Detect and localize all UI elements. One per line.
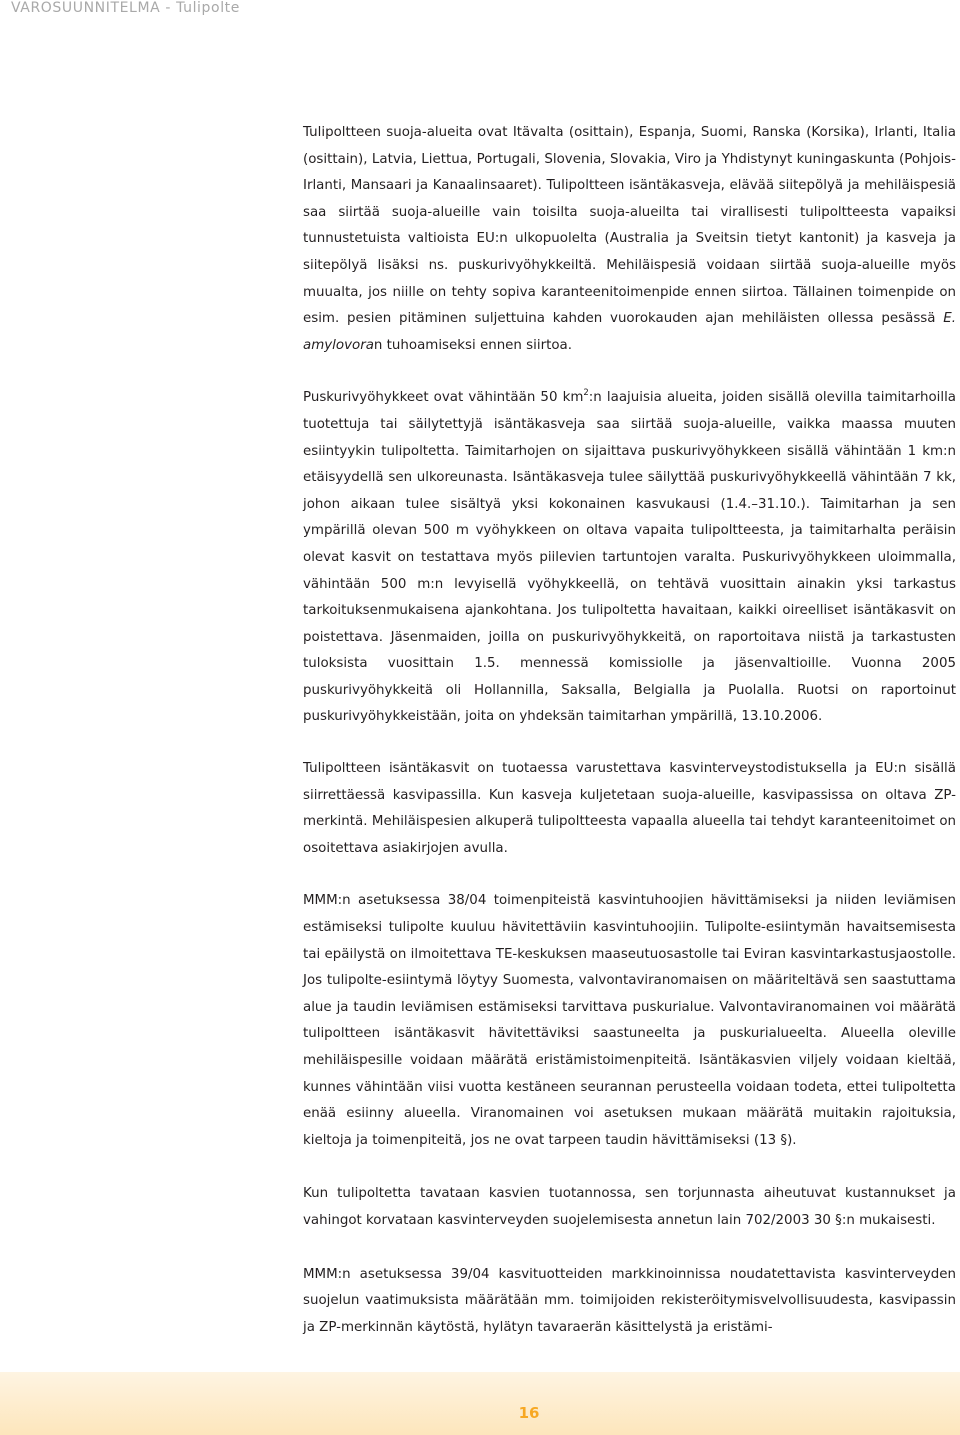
superscript-2: 2: [583, 388, 589, 399]
paragraph-text: n tuhoamiseksi ennen siirtoa.: [373, 337, 572, 353]
running-header: VAROSUUNNITELMA - Tulipolte: [11, 0, 240, 16]
paragraph-plant-passport: Tulipoltteen isäntäkasvit on tuotaessa varustettava kasvinterveystodistuksella ja EU:n sisällä siirrettäessä kasvipassilla. Kun kasveja kuljetetaan suoja-alueille, kasvipassissa on oltava ZP-merkintä. Mehiläispesien alkuperä tulipoltteesta vapaalla alueella tai tehdyt karanteenitoimet on osoitettava asiakirjojen avulla.: [303, 761, 956, 856]
paragraph-text: Tulipoltteen suoja-alueita ovat Itävalta (osittain), Espanja, Suomi, Ranska (Korsika), Irlanti, Italia (osittain), Latvia, Liettua, Portugali, Slovenia, Slovakia, Viro ja Yhdistynyt kuningaskunta (Pohjois-Irlanti, Mansaari ja Kanaalinsaaret). Tulipoltteen isäntäkasveja, elävää siitepölyä ja mehiläispesiä saa siirtää suoja-alueille vain toisilta suoja-alueilta tai virallisesti tulipoltteesta vapaiksi tunnustetuista valtioista EU:n ulkopuolelta (Australia ja Sveitsin tietyt kantonit) ja kasveja ja siitepölyä lisäksi ns. puskurivyöhykkeiltä. Mehiläispesiä voidaan siirtää suoja-alueille myös muualta, jos niille on tehty sopiva karanteenitoimenpide ennen siirtoa. Tällainen toimenpide on esim. pesien pitäminen suljettuina kahden vuorokauden ajan mehiläisten ollessa pesässä: [303, 125, 956, 327]
paragraph-text: Puskurivyöhykkeet ovat vähintään 50 km: [303, 390, 584, 406]
body-text-column: [303, 120, 956, 1341]
paragraph-text: :n laajuisia alueita, joiden sisällä olevilla taimitarhoilla tuotettuja tai säilytettyjä isäntäkasveja saa siirtää suoja-alueille, vaikka maassa muuten esiintyykin tulipoltetta. Taimitarhojen on sijaittava puskurivyöhykkeen sisällä vähintään 1 km:n etäisyydellä sen ulkoreunasta. Isäntäkasveja tulee säilyttää puskurivyöhykkeellä vähintään 7 kk, johon aikaan tulee sisältyä yksi kokonainen kasvukausi (1.4.–31.10.). Taimitarhan ja sen ympärillä olevan 500 m vyöhykkeen on oltava vapaita tulipoltteesta, ja taimitarhalta peräisin olevat kasvit on testattava myös piilevien tartuntojen varalta. Puskurivyöhykkeen uloimmalla, vähintään 500 m:n levyisellä vyöhykkeellä, on tehtävä vuosittain ainakin yksi tarkastus tarkoituksenmukaisena ajankohtana. Jos tulipoltetta havaitaan, kaikki oireelliset isäntäkasvit on poistettava. Jäsenmaiden, joilla on puskurivyöhykkeitä, on raportoitava niistä ja tarkastusten tuloksista vuosittain 1.5. mennessä komissiolle ja jäsenvaltioille. Vuonna 2005 puskurivyöhykkeitä oli Hollannilla, Saksalla, Belgialla ja Puolalla. Ruotsi on raportoinut puskurivyöhykkeistään, joita on yhdeksän taimitarhan ympärillä, 13.10.2006.: [303, 390, 957, 725]
paragraph-regulation-39-04: MMM:n asetuksessa 39/04 kasvituotteiden markkinoinnissa noudatettavista kasvinterveyden suojelun vaatimuksista määrätään mm. toimijoiden rekisteröitymisvelvollisuudesta, kasvipassin ja ZP-merkinnän käytöstä, hylätyn tavaraerän käsittelystä ja eristämi-: [303, 1266, 956, 1335]
species-name-italic: E. amylovora: [303, 311, 956, 353]
page-number: 16: [518, 1404, 540, 1422]
paragraph-regulation-38-04: MMM:n asetuksessa 38/04 toimenpiteistä kasvintuhoojien hävittämiseksi ja niiden leviämisen estämiseksi tulipolte kuuluu hävitettäviin kasvintuhoojiin. Tulipolte-esiintymän havaitsemisesta tai epäilystä on ilmoitettava TE-keskuksen maaseutuosastolle tai Eviran kasvintarkastusjaostolle. Jos tulipolte-esiintymä löytyy Suomesta, valvontaviranomaisen on määriteltävä sen saastuttama alue ja taudin leviämisen estämiseksi tarvittava puskurialue. Valvontaviranomainen voi määrätä tulipoltteen isäntäkasvit hävitettäviksi saastuneelta ja puskurialueelta. Alueella oleville mehiläispesille voidaan määrätä eristämistoimenpiteitä. Isäntäkasvien viljely voidaan kieltää, kunnes vähintään viisi vuotta kestäneen seurannan perusteella voidaan todeta, ettei tulipoltetta enää esiinny alueella. Viranomainen voi asetuksen mukaan määrätä muitakin rajoituksia, kieltoja ja toimenpiteitä, jos ne ovat tarpeen taudin hävittämiseksi (13 §).: [303, 893, 956, 1148]
paragraph-buffer-zones: [303, 385, 956, 731]
paragraph-compensation: Kun tulipoltetta tavataan kasvien tuotannossa, sen torjunnasta aiheutuvat kustannukset ja vahingot korvataan kasvinterveyden suojelemisesta annetun lain 702/2003 30 §:n mukaisesti.: [303, 1186, 956, 1228]
paragraph-protected-zones: [303, 120, 956, 359]
